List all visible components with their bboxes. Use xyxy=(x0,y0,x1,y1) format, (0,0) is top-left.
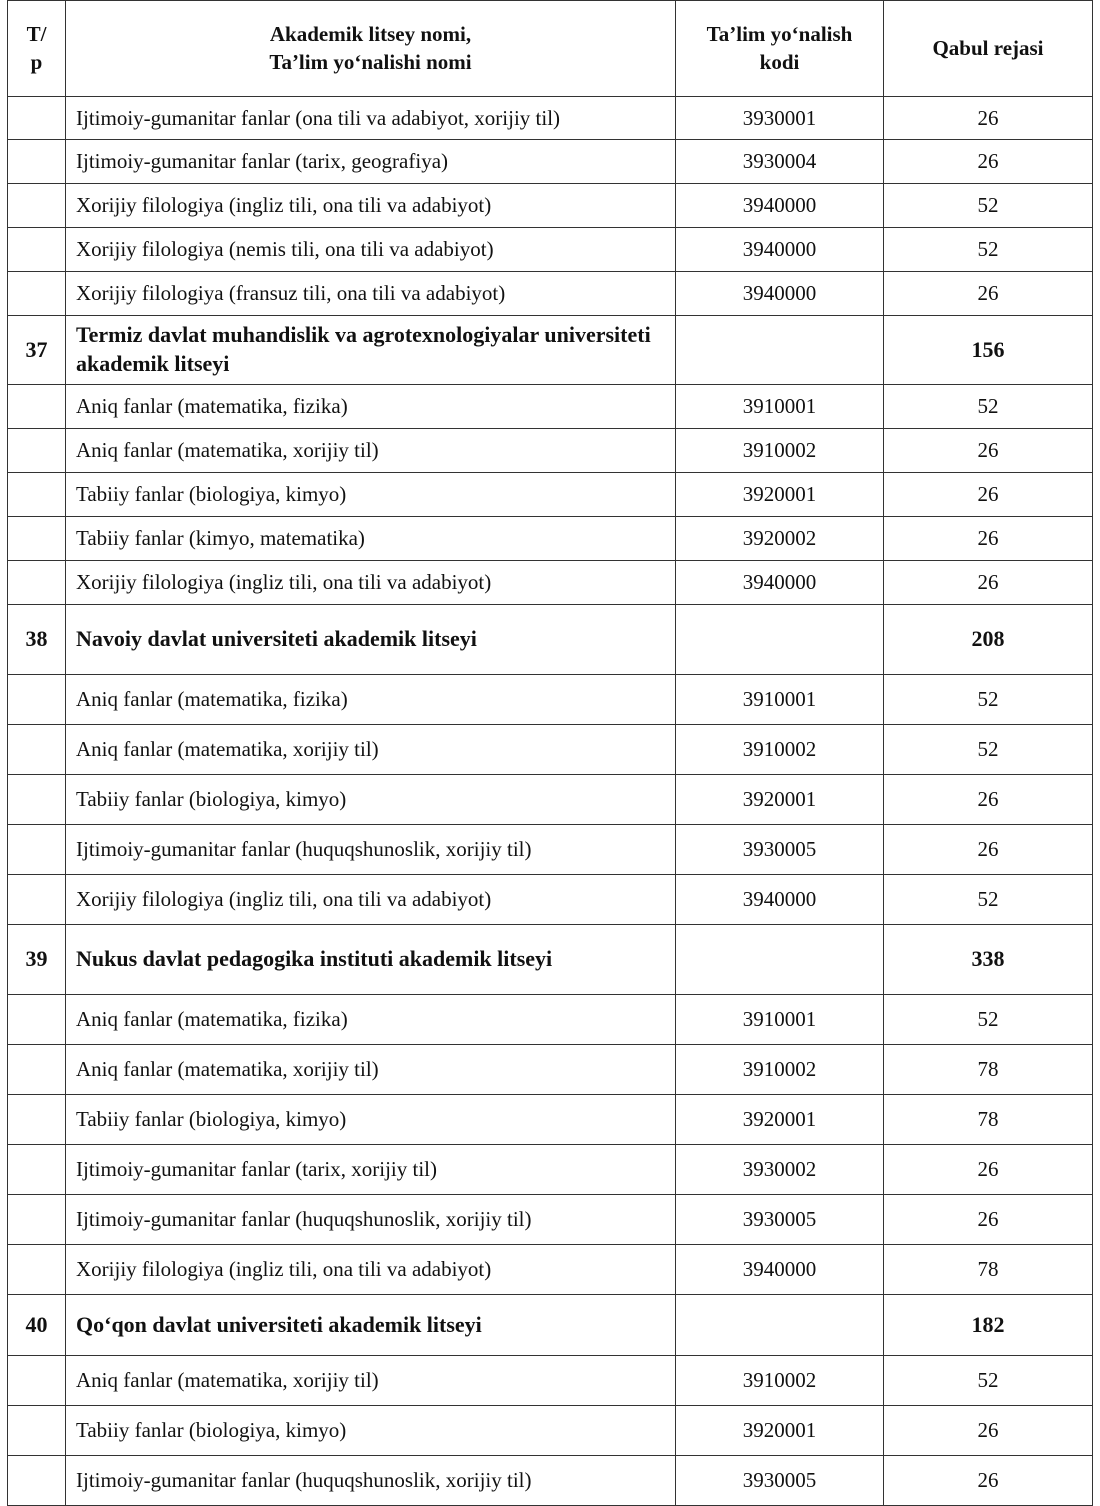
row-plan: 156 xyxy=(884,316,1093,385)
row-name: Xorijiy filologiya (ingliz tili, ona tili va adabiyot) xyxy=(66,184,676,228)
row-number xyxy=(8,272,66,316)
row-code: 3930001 xyxy=(676,97,884,140)
row-code: 3910001 xyxy=(676,675,884,725)
row-number: 37 xyxy=(8,316,66,385)
table-row xyxy=(8,561,1093,605)
row-code xyxy=(676,316,884,385)
row-number xyxy=(8,1456,66,1506)
row-plan: 78 xyxy=(884,1045,1093,1095)
row-number: 39 xyxy=(8,925,66,995)
table-header-row xyxy=(8,1,1093,97)
row-name: Tabiiy fanlar (biologiya, kimyo) xyxy=(66,473,676,517)
group-row xyxy=(8,925,1093,995)
row-code: 3940000 xyxy=(676,184,884,228)
row-code: 3940000 xyxy=(676,561,884,605)
table-row xyxy=(8,1195,1093,1245)
row-name: Xorijiy filologiya (ingliz tili, ona tili va adabiyot) xyxy=(66,1245,676,1295)
row-code xyxy=(676,605,884,675)
table-row xyxy=(8,140,1093,184)
table-row xyxy=(8,825,1093,875)
row-name: Tabiiy fanlar (biologiya, kimyo) xyxy=(66,1406,676,1456)
row-plan: 52 xyxy=(884,1356,1093,1406)
table-row xyxy=(8,184,1093,228)
row-plan: 26 xyxy=(884,775,1093,825)
row-number xyxy=(8,1095,66,1145)
row-plan: 52 xyxy=(884,995,1093,1045)
group-row xyxy=(8,605,1093,675)
row-name: Xorijiy filologiya (ingliz tili, ona tili va adabiyot) xyxy=(66,561,676,605)
table-row xyxy=(8,473,1093,517)
row-code: 3930005 xyxy=(676,1456,884,1506)
row-number: 40 xyxy=(8,1295,66,1356)
row-plan: 208 xyxy=(884,605,1093,675)
table-row xyxy=(8,1045,1093,1095)
row-name: Aniq fanlar (matematika, fizika) xyxy=(66,385,676,429)
row-code: 3940000 xyxy=(676,1245,884,1295)
row-number xyxy=(8,875,66,925)
table-row xyxy=(8,97,1093,140)
row-code: 3920002 xyxy=(676,517,884,561)
row-name: Aniq fanlar (matematika, xorijiy til) xyxy=(66,725,676,775)
row-plan: 52 xyxy=(884,875,1093,925)
table-row xyxy=(8,272,1093,316)
row-number xyxy=(8,228,66,272)
row-name: Xorijiy filologiya (ingliz tili, ona tili va adabiyot) xyxy=(66,875,676,925)
row-plan: 52 xyxy=(884,675,1093,725)
row-number xyxy=(8,995,66,1045)
table-row xyxy=(8,775,1093,825)
table-row xyxy=(8,1456,1093,1506)
row-name: Navoiy davlat universiteti akademik litseyi xyxy=(66,605,676,675)
table-row xyxy=(8,1145,1093,1195)
row-number xyxy=(8,1045,66,1095)
row-plan: 78 xyxy=(884,1095,1093,1145)
row-code: 3910002 xyxy=(676,725,884,775)
row-plan: 26 xyxy=(884,561,1093,605)
row-plan: 52 xyxy=(884,385,1093,429)
row-code: 3930004 xyxy=(676,140,884,184)
row-name: Aniq fanlar (matematika, fizika) xyxy=(66,995,676,1045)
table-row xyxy=(8,429,1093,473)
row-plan: 78 xyxy=(884,1245,1093,1295)
row-code: 3910001 xyxy=(676,995,884,1045)
row-plan: 182 xyxy=(884,1295,1093,1356)
row-code: 3940000 xyxy=(676,875,884,925)
row-number xyxy=(8,775,66,825)
row-code: 3910001 xyxy=(676,385,884,429)
row-name: Xorijiy filologiya (fransuz tili, ona tili va adabiyot) xyxy=(66,272,676,316)
row-plan: 26 xyxy=(884,1195,1093,1245)
row-plan: 52 xyxy=(884,725,1093,775)
row-code xyxy=(676,925,884,995)
group-row xyxy=(8,1295,1093,1356)
row-plan: 338 xyxy=(884,925,1093,995)
row-name: Aniq fanlar (matematika, xorijiy til) xyxy=(66,1356,676,1406)
row-code: 3920001 xyxy=(676,1095,884,1145)
row-plan: 26 xyxy=(884,473,1093,517)
header-name: Akademik litsey nomi, Ta’lim yo‘nalishi nomi xyxy=(66,1,676,97)
row-number xyxy=(8,825,66,875)
row-number xyxy=(8,517,66,561)
row-name: Aniq fanlar (matematika, xorijiy til) xyxy=(66,1045,676,1095)
row-code: 3910002 xyxy=(676,1045,884,1095)
row-number xyxy=(8,97,66,140)
row-code: 3940000 xyxy=(676,228,884,272)
row-plan: 26 xyxy=(884,517,1093,561)
row-name: Ijtimoiy-gumanitar fanlar (huquqshunoslik, xorijiy til) xyxy=(66,1456,676,1506)
row-code: 3930002 xyxy=(676,1145,884,1195)
row-name: Tabiiy fanlar (biologiya, kimyo) xyxy=(66,1095,676,1145)
row-name: Tabiiy fanlar (biologiya, kimyo) xyxy=(66,775,676,825)
row-code: 3920001 xyxy=(676,1406,884,1456)
row-plan: 26 xyxy=(884,429,1093,473)
table-row xyxy=(8,875,1093,925)
row-plan: 26 xyxy=(884,97,1093,140)
row-plan: 26 xyxy=(884,272,1093,316)
table-row xyxy=(8,725,1093,775)
row-number xyxy=(8,1245,66,1295)
row-number xyxy=(8,725,66,775)
row-number xyxy=(8,1195,66,1245)
table-row xyxy=(8,1095,1093,1145)
row-plan: 26 xyxy=(884,1456,1093,1506)
row-code: 3930005 xyxy=(676,1195,884,1245)
table-row xyxy=(8,675,1093,725)
table-row xyxy=(8,1406,1093,1456)
row-number xyxy=(8,473,66,517)
admission-plan-table xyxy=(7,0,1093,1506)
row-name: Tabiiy fanlar (kimyo, matematika) xyxy=(66,517,676,561)
row-plan: 52 xyxy=(884,184,1093,228)
row-plan: 26 xyxy=(884,825,1093,875)
table-row xyxy=(8,995,1093,1045)
row-number xyxy=(8,385,66,429)
table-body xyxy=(8,97,1093,1506)
row-number xyxy=(8,1145,66,1195)
row-name: Nukus davlat pedagogika instituti akademik litseyi xyxy=(66,925,676,995)
row-name: Ijtimoiy-gumanitar fanlar (tarix, geografiya) xyxy=(66,140,676,184)
row-plan: 26 xyxy=(884,1145,1093,1195)
row-name: Termiz davlat muhandislik va agrotexnologiyalar universiteti akademik litseyi xyxy=(66,316,676,385)
row-code xyxy=(676,1295,884,1356)
row-name: Ijtimoiy-gumanitar fanlar (huquqshunoslik, xorijiy til) xyxy=(66,1195,676,1245)
row-code: 3930005 xyxy=(676,825,884,875)
group-row xyxy=(8,316,1093,385)
row-plan: 52 xyxy=(884,228,1093,272)
header-plan: Qabul rejasi xyxy=(884,1,1093,97)
row-name: Aniq fanlar (matematika, fizika) xyxy=(66,675,676,725)
row-number xyxy=(8,675,66,725)
table-row xyxy=(8,1245,1093,1295)
row-code: 3910002 xyxy=(676,1356,884,1406)
row-code: 3920001 xyxy=(676,473,884,517)
table-row xyxy=(8,385,1093,429)
row-number xyxy=(8,1406,66,1456)
table-row xyxy=(8,1356,1093,1406)
row-name: Ijtimoiy-gumanitar fanlar (ona tili va adabiyot, xorijiy til) xyxy=(66,97,676,140)
row-number xyxy=(8,140,66,184)
row-code: 3910002 xyxy=(676,429,884,473)
row-code: 3920001 xyxy=(676,775,884,825)
row-code: 3940000 xyxy=(676,272,884,316)
row-name: Ijtimoiy-gumanitar fanlar (tarix, xorijiy til) xyxy=(66,1145,676,1195)
header-code: Ta’lim yo‘nalish kodi xyxy=(676,1,884,97)
row-number xyxy=(8,1356,66,1406)
header-number: T/ p xyxy=(8,1,66,97)
row-plan: 26 xyxy=(884,140,1093,184)
row-plan: 26 xyxy=(884,1406,1093,1456)
row-number xyxy=(8,561,66,605)
row-number: 38 xyxy=(8,605,66,675)
row-name: Xorijiy filologiya (nemis tili, ona tili va adabiyot) xyxy=(66,228,676,272)
row-number xyxy=(8,184,66,228)
row-name: Ijtimoiy-gumanitar fanlar (huquqshunoslik, xorijiy til) xyxy=(66,825,676,875)
row-name: Aniq fanlar (matematika, xorijiy til) xyxy=(66,429,676,473)
table-row xyxy=(8,228,1093,272)
row-number xyxy=(8,429,66,473)
table-row xyxy=(8,517,1093,561)
row-name: Qo‘qon davlat universiteti akademik litseyi xyxy=(66,1295,676,1356)
